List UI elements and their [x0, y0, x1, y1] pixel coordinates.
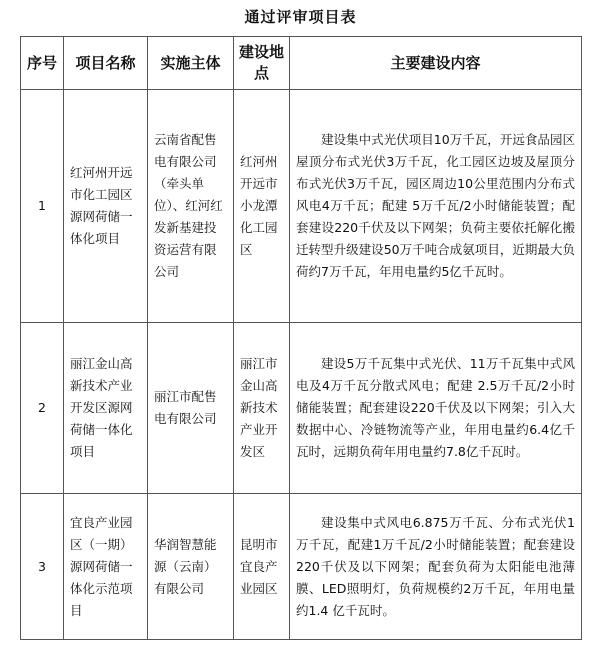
- header-seq: 序号: [21, 37, 64, 90]
- cell-seq: 1: [21, 90, 64, 323]
- table-title: 通过评审项目表: [244, 8, 357, 26]
- cell-name: 红河州开远市化工园区源网荷储一体化项目: [64, 90, 148, 323]
- table-row: [21, 323, 582, 494]
- cell-seq: 2: [21, 323, 64, 494]
- cell-seq: 3: [21, 494, 64, 640]
- project-table: [20, 36, 582, 640]
- table-row: [21, 90, 582, 323]
- header-row: [21, 37, 582, 90]
- cell-org: 丽江市配售电有限公司: [148, 323, 234, 494]
- cell-name: 宜良产业园区（一期）源网荷储一体化示范项目: [64, 494, 148, 640]
- cell-name: 丽江金山高新技术产业开发区源网荷储一体化项目: [64, 323, 148, 494]
- header-name: 项目名称: [64, 37, 148, 90]
- cell-content: 建设5万千瓦集中式光伏、11万千瓦集中式风电及4万千瓦分散式风电；配建 2.5万千瓦/2小时储能装置；配套建设220千伏及以下网架；引入大数据中心、冷链物流等产业，年用电量约6.4亿千瓦时，远期负荷年用电量约7.8亿千瓦时。: [290, 323, 582, 494]
- header-content: 主要建设内容: [290, 37, 582, 90]
- table-row: [21, 494, 582, 640]
- cell-org: 华润智慧能源（云南）有限公司: [148, 494, 234, 640]
- cell-content: 建设集中式光伏项目10万千瓦，开远食品园区屋顶分布式光伏3万千瓦，化工园区边坡及屋顶分布式光伏3万千瓦，园区周边10公里范围内分布式风电4万千瓦；配建 5万千瓦/2小时储能装置；配套建设220千伏及以下网架；负荷主要依托解化搬迁转型升级建设50万千吨合成氨项目，近期最大负荷约7万千瓦，年用电量约5亿千瓦时。: [290, 90, 582, 323]
- cell-site: 红河州开远市小龙潭化工园区: [234, 90, 290, 323]
- header-site: 建设地点: [234, 37, 290, 90]
- cell-org: 云南省配售电有限公司（牵头单位）、红河红发新基建投资运营有限公司: [148, 90, 234, 323]
- header-org: 实施主体: [148, 37, 234, 90]
- cell-site: 昆明市宜良产业园区: [234, 494, 290, 640]
- cell-content: 建设集中式风电6.875万千瓦、分布式光伏1万千瓦，配建1万千瓦/2小时储能装置；配套建设220千伏及以下网架；配套负荷为太阳能电池薄膜、LED照明灯，负荷规模约2万千瓦，年用电量约1.4 亿千瓦时。: [290, 494, 582, 640]
- cell-site: 丽江市金山高新技术产业开发区: [234, 323, 290, 494]
